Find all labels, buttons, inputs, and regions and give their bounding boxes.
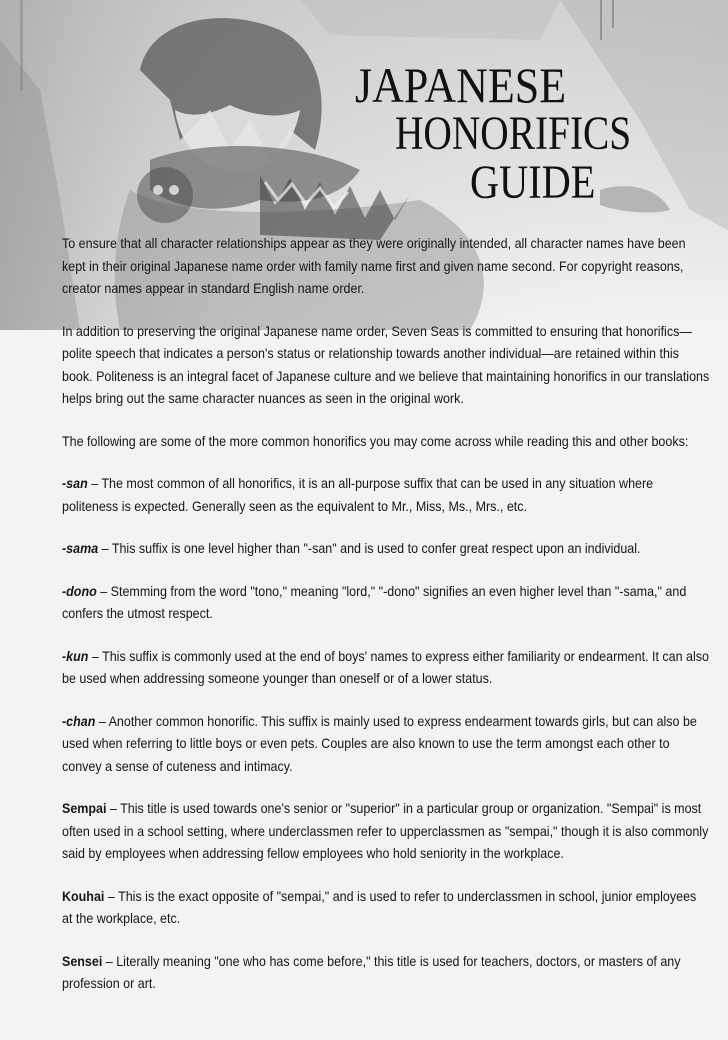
honorific-term: -dono xyxy=(62,583,97,599)
title-line-1: JAPANESE xyxy=(355,57,567,113)
honorific-definition: – This title is used towards one's senior or "superior" in a particular group or organization. "Sempai" is most often used in a school setting, where underclassmen refer to upperclassmen as "sempai," though it is also commonly said by employees when addressing fellow employees who hold seniority in the workplace. xyxy=(62,801,709,861)
honorific-entry-san xyxy=(62,473,710,518)
honorific-term: Sempai xyxy=(62,801,107,816)
honorific-term: -sama xyxy=(62,541,99,556)
honorific-term: -san xyxy=(62,476,88,491)
honorific-entry-chan xyxy=(62,711,710,779)
honorific-definition: – This is the exact opposite of "sempai," and is used to refer to underclassmen in school, junior employees at the workplace, etc. xyxy=(62,888,697,926)
honorific-definition: – Literally meaning "one who has come before," this title is used for teachers, doctors, or masters of any profession or art. xyxy=(62,953,681,991)
honorific-term: -chan xyxy=(62,713,96,729)
honorific-entry-dono xyxy=(62,581,710,626)
honorific-entry-kun xyxy=(62,646,710,691)
honorific-definition: – The most common of all honorifics, it is an all-purpose suffix that can be used in any situation where politeness is expected. Generally seen as the equivalent to Mr., Miss, Ms., Mrs., etc. xyxy=(62,476,654,514)
honorific-term: Kouhai xyxy=(62,888,105,904)
honorific-definition: – This suffix is one level higher than "-san" and is used to confer great respect upon an individual. xyxy=(98,541,641,556)
honorific-entry-sama xyxy=(62,538,710,561)
intro-paragraph: The following are some of the more common honorifics you may come across while reading this and other books: xyxy=(62,433,689,449)
honorific-entry-kouhai xyxy=(62,886,710,931)
honorific-definition: – Another common honorific. This suffix is mainly used to express endearment towards girls, but can also be used when referring to little boys or even pets. Couples are also known to use the term amongst each other to convey a sense of cuteness and intimacy. xyxy=(62,713,697,774)
honorific-term: Sensei xyxy=(62,953,103,969)
honorific-term: -kun xyxy=(62,648,89,664)
honorific-entry-sempai xyxy=(62,798,710,866)
intro-paragraph: To ensure that all character relationships appear as they were originally intended, all character names have been kept in their original Japanese name order with family name first and given name second. For copyright reasons, creator names appear in standard English name order. xyxy=(62,236,686,296)
honorific-definition: – Stemming from the word "tono," meaning "lord," "-dono" signifies an even higher level than "-sama," and confers the utmost respect. xyxy=(62,583,687,621)
title-line-3: GUIDE xyxy=(470,156,596,209)
title-line-2: HONORIFICS xyxy=(395,107,632,160)
guide-body xyxy=(62,233,710,1016)
honorific-definition: – This suffix is commonly used at the end of boys' names to express either familiarity or endearment. It can also be used when addressing someone younger than oneself or of a lower status. xyxy=(62,648,710,686)
intro-paragraph: In addition to preserving the original Japanese name order, Seven Seas is committed to ensuring that honorifics—polite speech that indicates a person's status or relationship towards another individual—are retained within this book. Politeness is an integral facet of Japanese culture and we believe that maintaining honorifics in our translations helps bring out the same character nuances as seen in the original work. xyxy=(62,323,710,406)
honorific-entry-sensei xyxy=(62,951,710,996)
